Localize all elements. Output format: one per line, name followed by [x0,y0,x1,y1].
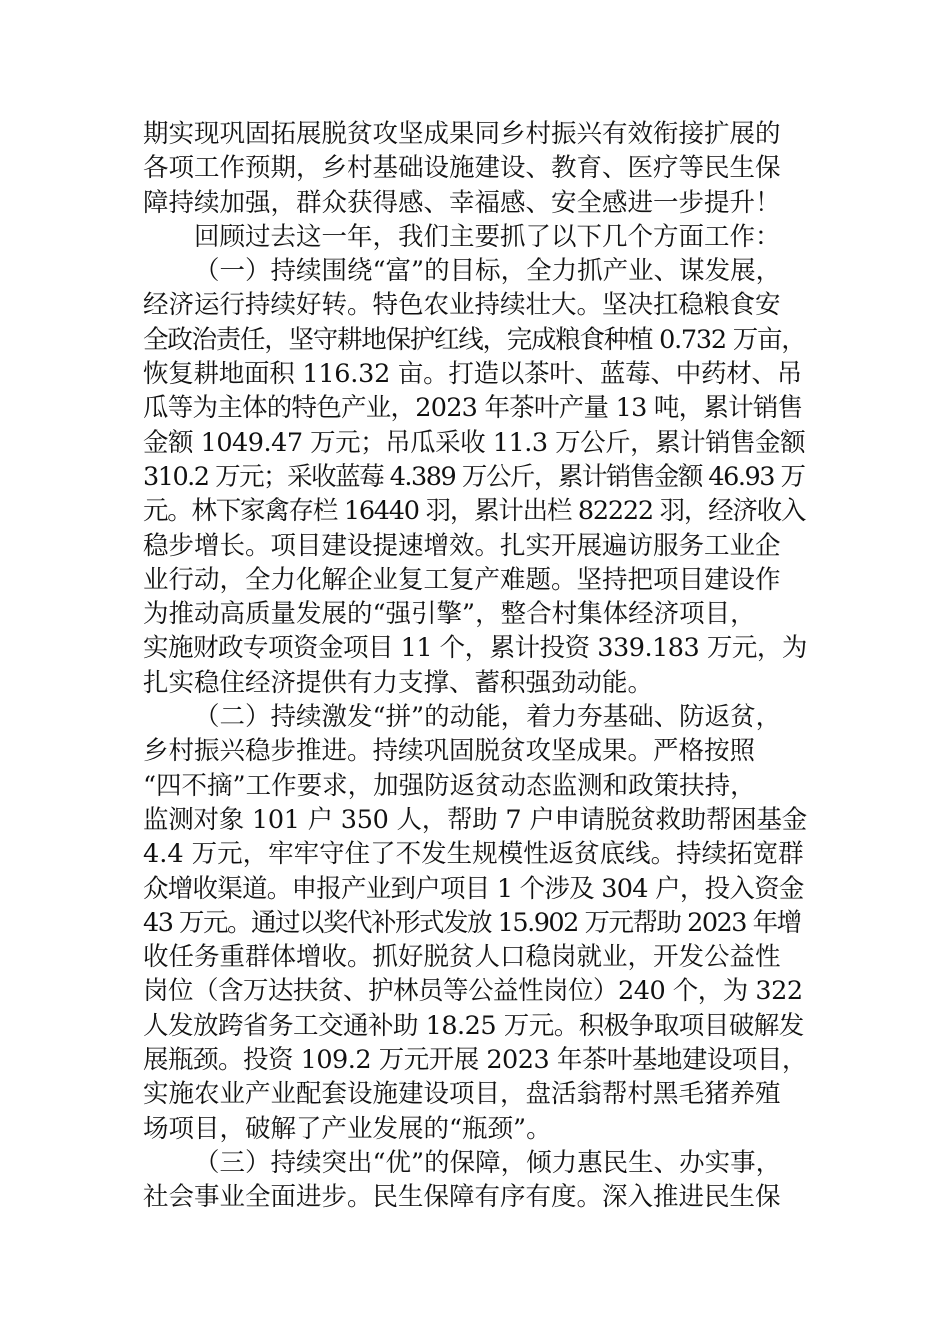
section-heading-line: （二）持续激发“拼”的动能，着力夯基础、防返贫， [194,702,782,733]
text-line: 各项工作预期，乡村基础设施建设、教育、医疗等民生保 [143,153,781,184]
text-line: 经济运行持续好转。特色农业持续壮大。坚决扛稳粮食安 [143,290,781,321]
text-line: 金额 1049.47 万元；吊瓜采收 11.3 万公斤，累计销售金额 [143,427,806,458]
paragraph-start-line: 回顾过去这一年，我们主要抓了以下几个方面工作： [194,221,781,252]
text-line: 元。林下家禽存栏 16440 羽，累计出栏 82222 羽，经济收入 [143,496,806,527]
text-line: 稳步增长。项目建设提速增效。扎实开展遍访服务工业企 [143,530,781,561]
text-line: 期实现巩固拓展脱贫攻坚成果同乡村振兴有效衔接扩展的 [143,119,781,149]
text-line: 岗位（含万达扶贫、护林员等公益性岗位）240 个，为 322 [143,976,803,1007]
text-line: 社会事业全面进步。民生保障有序有度。深入推进民生保 [143,1182,781,1213]
text-line: 为推动高质量发展的“强引擎”，整合村集体经济项目， [143,599,756,630]
text-line: 实施财政专项资金项目 11 个，累计投资 339.183 万元，为 [143,633,807,664]
text-line: 扎实稳住经济提供有力支撑、蓄积强劲动能。 [143,667,654,698]
text-line: 4.4 万元，牢牢守住了不发生规模性返贫底线。持续拓宽群 [143,839,804,870]
text-line: 实施农业产业配套设施建设项目，盘活翁帮村黑毛猪养殖 [143,1079,781,1110]
text-line: 全政治责任，坚守耕地保护红线，完成粮食种植 0.732 万亩， [143,324,806,355]
text-line: 障持续加强，群众获得感、幸福感、安全感进一步提升！ [143,187,781,218]
body-text [143,117,808,1215]
text-line: 310.2 万元；采收蓝莓 4.389 万公斤，累计销售金额 46.93 万 [143,461,805,492]
text-line: 监测对象 101 户 350 人，帮助 7 户申请脱贫救助帮困基金 [143,804,807,835]
text-line: 恢复耕地面积 116.32 亩。打造以茶叶、蓝莓、中药材、吊 [143,359,802,390]
text-line: 乡村振兴稳步推进。持续巩固脱贫攻坚成果。严格按照 [143,736,756,767]
text-line: 43 万元。通过以奖代补形式发放 15.902 万元帮助 2023 年增 [143,907,801,938]
section-heading-line: （一）持续围绕“富”的目标，全力抓产业、谋发展， [194,256,782,287]
text-line: 收任务重群体增收。抓好脱贫人口稳岗就业，开发公益性 [143,942,781,973]
text-line: 场项目，破解了产业发展的“瓶颈”。 [143,1113,552,1144]
text-line: 瓜等为主体的特色产业，2023 年茶叶产量 13 吨，累计销售 [143,393,803,424]
text-line: “四不摘”工作要求，加强防返贫动态监测和政策扶持， [143,770,756,801]
section-heading-line: （三）持续突出“优”的保障，倾力惠民生、办实事， [194,1147,782,1178]
text-line: 众增收渠道。申报产业到户项目 1 个涉及 304 户，投入资金 [143,873,804,904]
text-line: 业行动，全力化解企业复工复产难题。坚持把项目建设作 [143,564,781,595]
text-line: 展瓶颈。投资 109.2 万元开展 2023 年茶叶基地建设项目， [143,1045,807,1076]
text-line: 人发放跨省务工交通补助 18.25 万元。积极争取项目破解发 [143,1010,804,1041]
